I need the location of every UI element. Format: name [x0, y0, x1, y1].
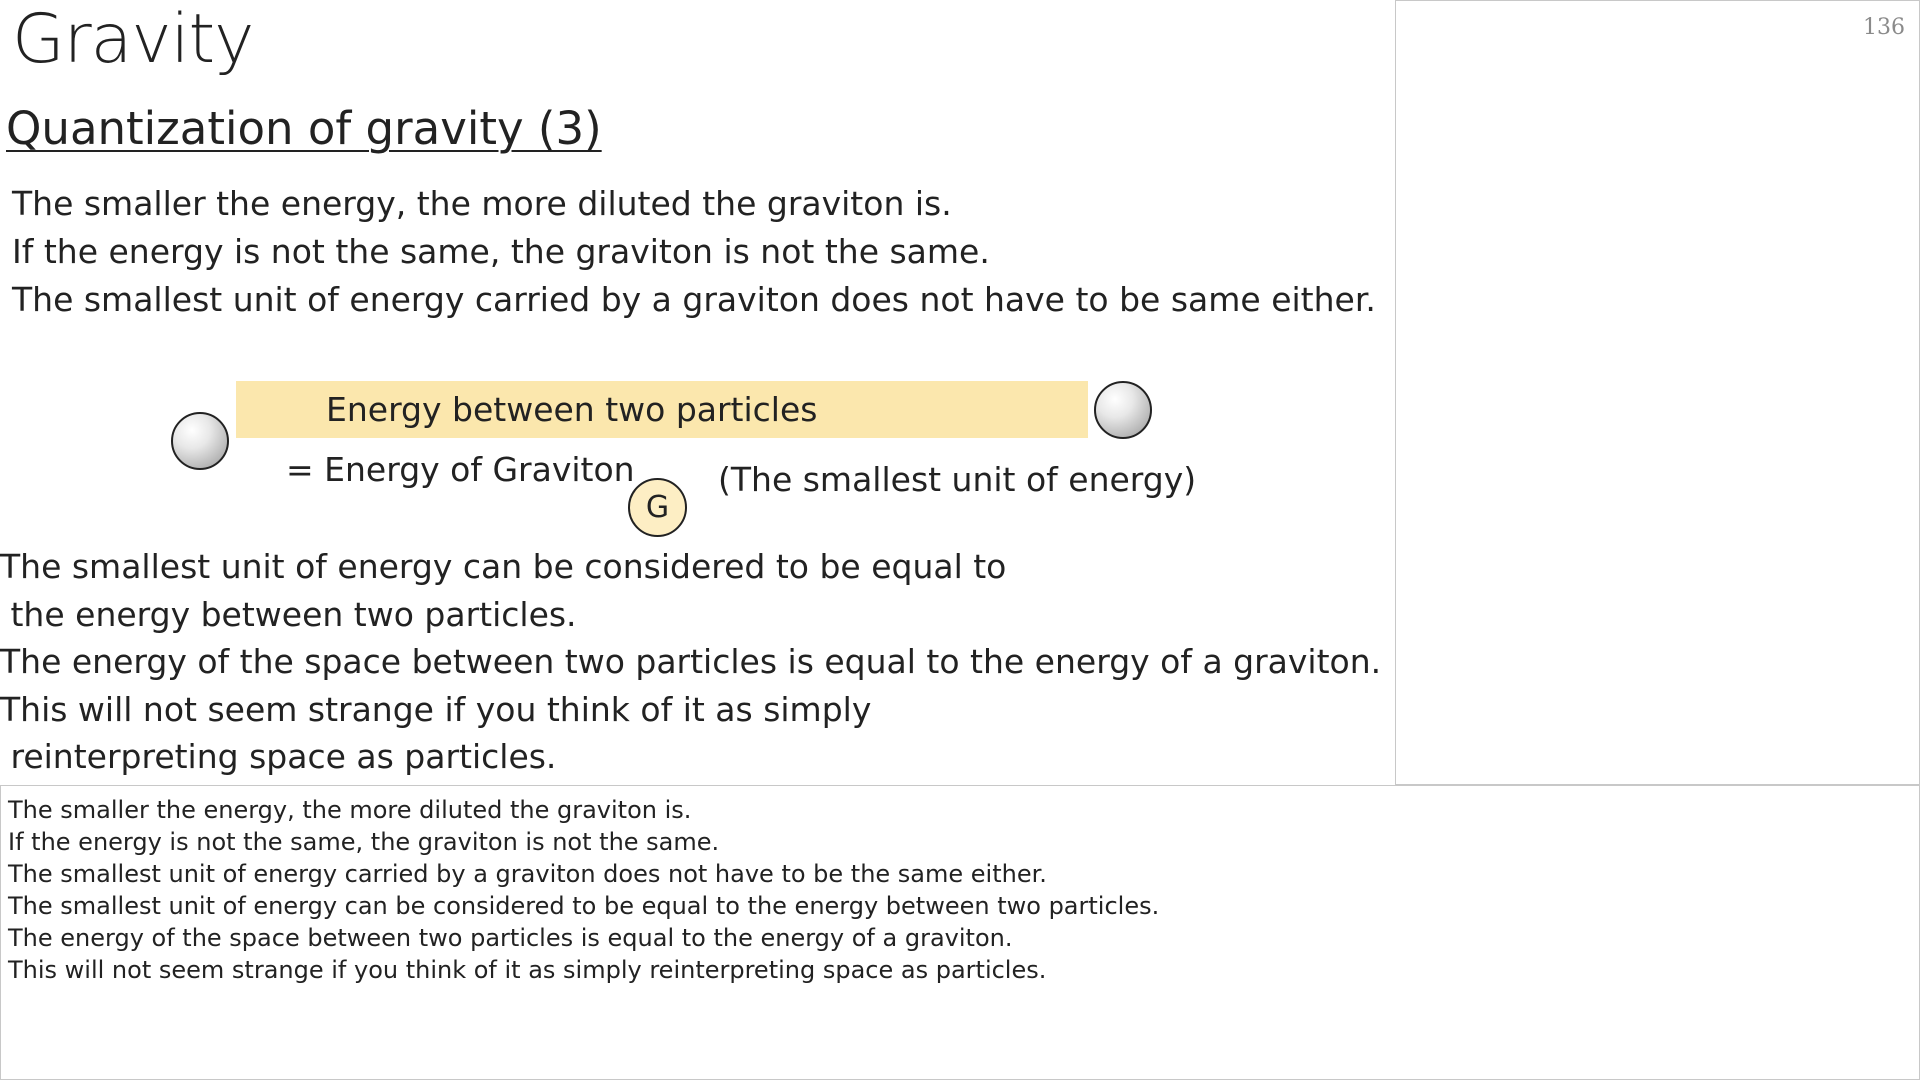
page-number: 136 [1863, 15, 1905, 40]
notes-line: If the energy is not the same, the graviton is not the same. [8, 828, 720, 856]
conclusion-line: reinterpreting space as particles. [0, 737, 557, 776]
notes-line: The smallest unit of energy carried by a graviton does not have to be the same either. [8, 860, 1047, 888]
intro-line: The smaller the energy, the more diluted the graviton is. [12, 184, 952, 223]
speaker-notes-text [8, 794, 1159, 986]
conclusion-line: This will not seem strange if you think of it as simply [0, 689, 872, 729]
particle-right-sphere [1094, 381, 1152, 439]
slide-title: Gravity [12, 0, 254, 79]
intro-paragraph [12, 180, 1376, 324]
graviton-equation: = Energy of Graviton [286, 450, 635, 489]
notes-line: The smaller the energy, the more diluted the graviton is. [8, 796, 692, 824]
slide-subtitle: Quantization of gravity (3) [6, 102, 602, 155]
side-panel [1395, 0, 1920, 785]
speaker-notes-panel[interactable] [0, 785, 1920, 1080]
conclusion-line: The energy of the space between two particles is equal to the energy of a graviton. [0, 642, 1382, 681]
smallest-unit-note: (The smallest unit of energy) [718, 460, 1197, 499]
graviton-symbol: G [645, 490, 670, 525]
conclusion-paragraph [0, 543, 1381, 781]
notes-line: This will not seem strange if you think of it as simply reinterpreting space as particles. [8, 956, 1047, 984]
notes-line: The smallest unit of energy can be considered to be equal to the energy between two particles. [8, 892, 1160, 920]
intro-line: If the energy is not the same, the graviton is not the same. [12, 232, 990, 271]
notes-line: The energy of the space between two particles is equal to the energy of a graviton. [8, 924, 1013, 952]
graviton-icon [628, 478, 687, 537]
conclusion-line: the energy between two particles. [0, 594, 577, 634]
conclusion-line: The smallest unit of energy can be considered to be equal to [0, 547, 1007, 586]
energy-box-label: Energy between two particles [326, 390, 818, 429]
intro-line: The smallest unit of energy carried by a graviton does not have to be same either. [12, 280, 1376, 319]
particle-left-sphere [171, 412, 229, 470]
